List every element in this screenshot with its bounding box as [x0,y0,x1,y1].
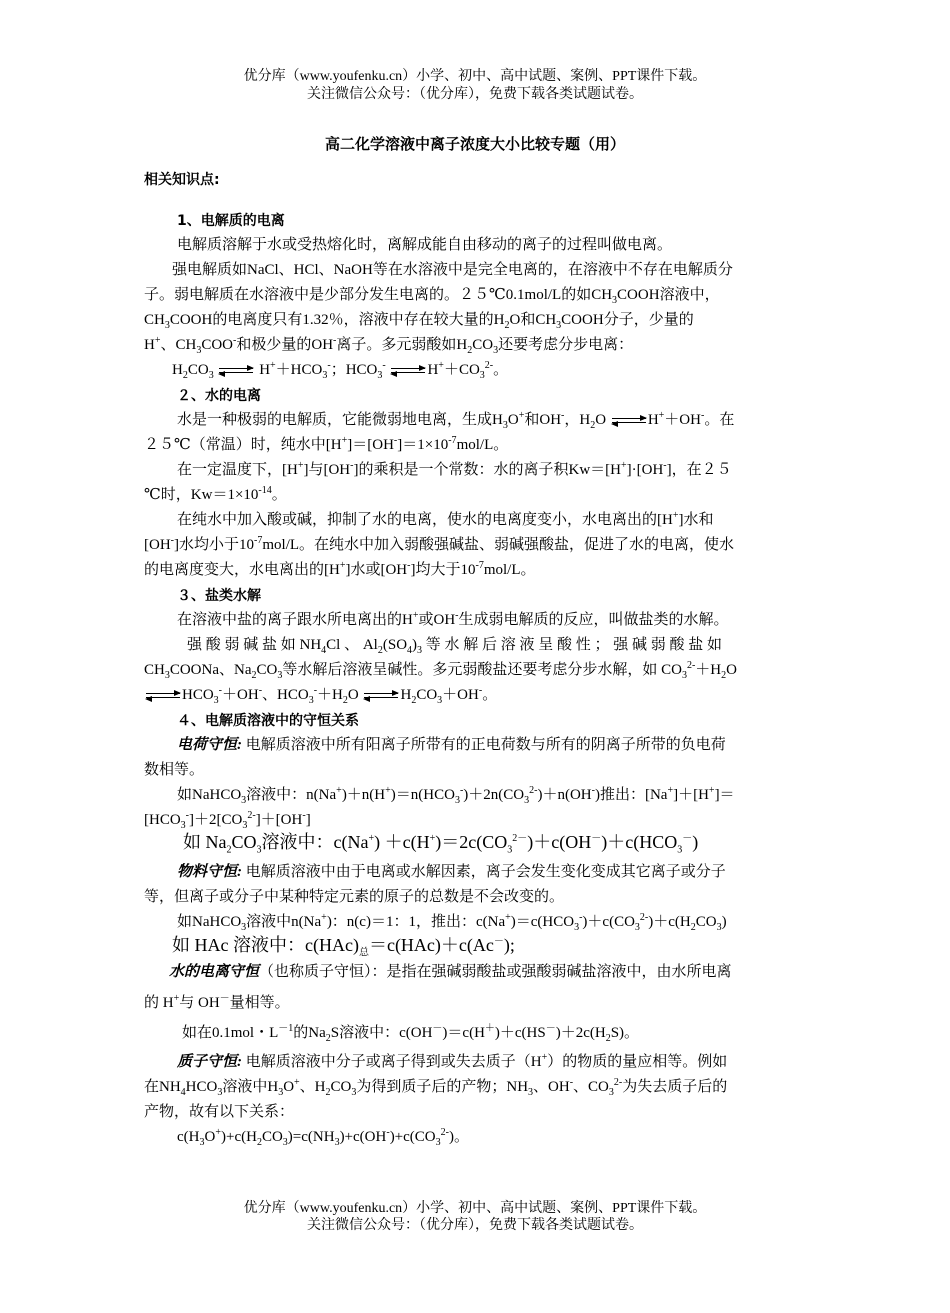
charge-conservation-label: 电荷守恒: [177,737,242,753]
equilibrium-arrow-icon [364,691,398,701]
proton-conservation-label: 质子守恒: [177,1054,242,1070]
s3-p2-line2: $CH_3COONa$、$Na_2CO_3$等水解后溶液呈碱性。多元弱酸盐还要考虑分步水解，如 $CO_3^{2-}+H_2O$ [144,660,737,681]
section-4-heading: ４、电解质溶液中的守恒关系 [177,713,359,729]
material-conservation-label: 物料守恒: [177,864,242,880]
hac-material-line: 如 HAc 溶液中：$c(HAc)_总=c(HAc)+c(Ac^-)$; [172,935,515,959]
equilibrium-arrow-icon [146,691,180,701]
na2s-proton-line: 如在0.1mol・$L^{-1}$的$Na_2S$溶液中：$c(OH^-)=c(H^+)+c(HS^-)+2c(H_2S)$。 [182,1023,640,1044]
water-ionization-label: 水的电离守恒 [169,964,260,980]
s2-p1-line2: ２５℃（常温）时，纯水中$[H^+]=[OH^-]=1\times 10^{-7}mol/L$。 [144,435,509,453]
equilibrium-arrow-icon [391,366,425,376]
section-3-heading: ３、盐类水解 [177,588,261,604]
s1-p2-line2: 子。弱电解质在水溶液中是少部分发生电离的。２５℃0.1mol/L的如$CH_3COOH$溶液中， [144,287,720,306]
s1-equations: $H_2CO_3$ $H^++HCO_3^-$；$HCO_3^-$ $H^++CO_3^{2-}$。 [172,360,509,381]
related-knowledge-label: 相关知识点: [144,172,220,188]
nahco3-charge-line2: $[HCO_3^-]+2[CO_3^{2-}]+[OH^-]$ [144,810,311,831]
equilibrium-arrow-icon [612,416,646,426]
section-2-heading: ２、水的电离 [177,388,261,404]
header-line-1: 优分库（www.youfenku.cn）小学、初中、高中试题、案例、PPT课件下载。 [243,69,707,84]
charge-conservation-line2: 数相等。 [144,762,205,778]
header-line-2: 关注微信公众号：（优分库），免费下载各类试题试卷。 [307,87,643,102]
s1-p1: 电解质溶解于水或受热熔化时，离解成能自由移动的离子的过程叫做电离。 [177,237,673,253]
equilibrium-arrow-icon [219,366,253,376]
water-ionization-line2: 的 H+与 OH－量相等。 [144,993,290,1011]
proton-conservation-line1: 质子守恒: 电解质溶液中分子或离子得到或失去质子（H+）的物质的量应相等。例如 [177,1052,728,1070]
s2-p2-line1: 在一定温度下，[H+]与[OH-]的乘积是一个常数：水的离子积Kw＝[H+]·[OH-]，在２５ [177,460,732,478]
na2co3-charge-line: 如 $Na_2CO_3$溶液中：$c(Na^+) +c(H^+)=2c(CO_3^{2-})+c(OH^-)+c(HCO_3^-)$ [183,832,699,856]
s2-p1-line1: 水是一种极弱的电解质，它能微弱地电离，生成$H_3O^+$和OH-，$H_2O$ H+＋OH-。在 [177,410,735,431]
s3-p1: 在溶液中盐的离子跟水所电离出的H+或OH-生成弱电解质的反应，叫做盐类的水解。 [177,610,729,628]
document-title: 高二化学溶液中离子浓度大小比较专题（用） [324,135,625,153]
s2-p3-line1: 在纯水中加入酸或碱，抑制了水的电离，使水的电离度变小，水电离出的[H+]水和 [177,510,714,528]
proton-conservation-line3: 产物，故有以下关系： [144,1104,295,1120]
s2-p3-line2: [OH-]水均小于$10^{-7}mol/L$。在纯水中加入弱酸强碱盐、弱碱强酸盐，促进了水的电离，使水 [144,535,735,553]
s3-p2-line1: 强 酸 弱 碱 盐 如 $NH_4Cl$ 、 $Al_2(SO_4)_3$ 等 水 解 后 溶 液 呈 酸 性 ； 强 碱 弱 酸 盐 如 [187,637,723,656]
s1-p2-line4: H+、$CH_3COO^-$和极少量的OH-离子。多元弱酸如$H_2CO_3$还要考虑分步电离： [144,335,634,356]
s3-p2-line3: $HCO_3^-+OH^-$、$HCO_3^-+H_2O$ $H_2CO_3+OH^-$。 [144,685,808,705]
nahco3-charge-line1: 如NaHCO$_3$溶液中：$n(Na^+)+n(H^+)=n(HCO_3^-)+2n(CO_3^{2-})+n(OH^-)$推出：[Na+]＋[H+]＝ [177,785,735,806]
footer-line-1: 优分库（www.youfenku.cn）小学、初中、高中试题、案例、PPT课件下载。 [243,1201,707,1216]
water-ionization-line1: 水的电离守恒（也称质子守恒）：是指在强碱弱酸盐或强酸弱碱盐溶液中，由水所电离 [169,964,732,980]
material-conservation-line1: 物料守恒: 电解质溶液中由于电离或水解因素，离子会发生变化变成其它离子或分子 [177,864,726,880]
section-1-heading: 1、电解质的电离 [177,213,285,229]
proton-conservation-line2: 在$NH_4HCO_3$溶液中$H_3O^+$、$H_2CO_3$为得到质子后的产物；$NH_3$、OH-、$CO_3^{2-}$为失去质子后的 [144,1077,728,1098]
proton-final-equation: $c(H_3O^+)+c(H_2CO_3)=c(NH_3)+c(OH^-)+c(CO_3^{2-})$。 [177,1127,469,1148]
charge-conservation-line1: 电荷守恒: 电解质溶液中所有阳离子所带有的正电荷数与所有的阴离子所带的负电荷 [177,737,726,753]
nahco3-material-line: 如NaHCO$_3$溶液中n(Na+)：n(c)＝1：1，推出：$c(Na^+)=c(HCO_3^-)+c(CO_3^{2-})+c(H_2CO_3)$ [177,912,727,933]
footer-line-2: 关注微信公众号：（优分库），免费下载各类试题试卷。 [307,1218,643,1233]
s2-p2-line2: ℃时，$Kw=1\times 10^{-14}$。 [144,485,287,503]
s1-p2-line3: $CH_3COOH$的电离度只有1.32％，溶液中存在较大量的$H_2O$和$CH_3COOH$分子，少量的 [144,312,694,331]
material-conservation-line2: 等，但离子或分子中某种特定元素的原子的总数是不会改变的。 [144,889,565,905]
s2-p3-line3: 的电离度变大，水电离出的[H+]水或[OH-]均大于$10^{-7}mol/L$。 [144,560,536,578]
s1-p2-line1: 强电解质如NaCl、HCl、NaOH等在水溶液中是完全电离的，在溶液中不存在电解质分 [172,262,733,278]
